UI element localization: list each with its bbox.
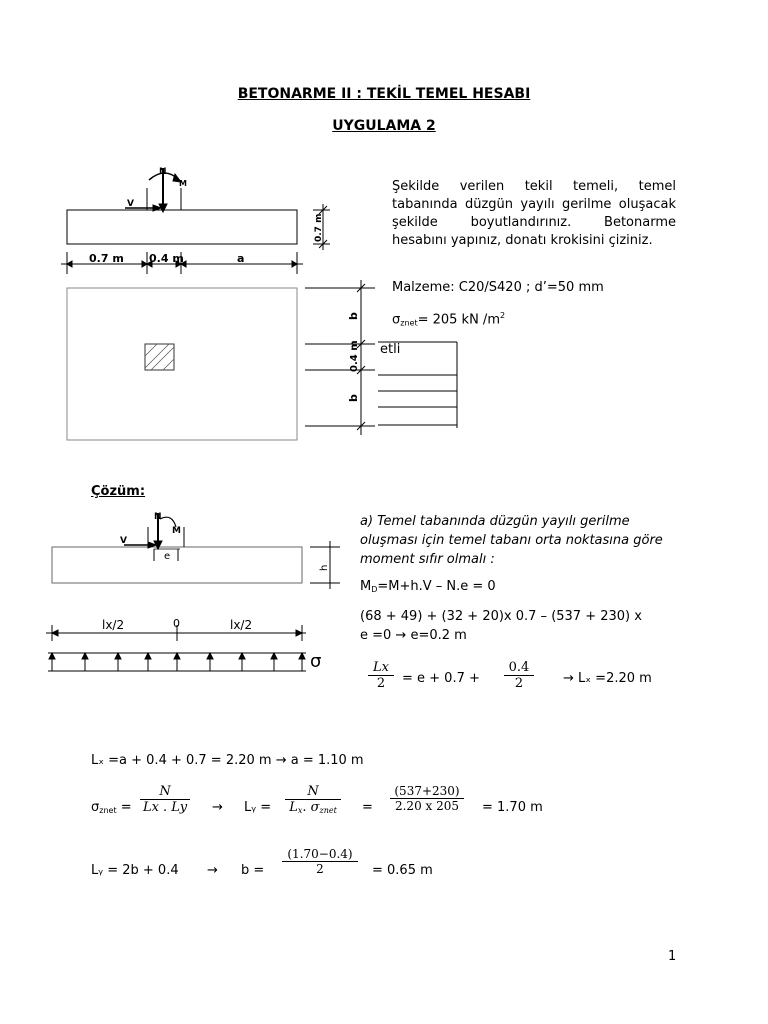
foundation-figure [55, 160, 375, 445]
sol-lx-right: lx/2 [230, 618, 253, 632]
column-plan [145, 344, 174, 370]
footing-elevation [67, 210, 297, 244]
table-label: etli [380, 342, 401, 357]
sol-load-e: e [164, 551, 171, 562]
page-subtitle: UYGULAMA 2 [332, 118, 436, 134]
sol-lx-left: lx/2 [102, 618, 125, 632]
sol-load-v: V [120, 536, 127, 546]
ly-result: = 1.70 m [482, 800, 543, 815]
md-equation: $M_D=M+h.V - N.e = 0$ [360, 579, 496, 594]
b-equals: b = [241, 863, 265, 878]
frac-b: $\frac{(1.70-0.4)}{2}$ [282, 847, 358, 876]
frac-numeric-ly: $\frac{(537+230)}{2.20 x 205}$ [390, 784, 464, 813]
frac-n-lxly: $\frac{N}{Lx . Ly}$ [140, 784, 190, 815]
dim-07-label: 0.7 m [89, 252, 124, 265]
plan-mid-label: 0.4 m [349, 340, 360, 372]
plan-b1-label: b [347, 312, 360, 320]
frac-04-2: $\frac{0.4}{2}$ [504, 660, 534, 691]
problem-statement: Şekilde verilen tekil temeli, temel tabanında düzgün yayılı gerilme oluşacak şekilde boyutlandırınız. Betonarme hesabını yapınız, donatı krokisini çiziniz. [392, 179, 676, 248]
load-n-side-label: M [179, 179, 187, 188]
sol-load-n: N [154, 512, 162, 522]
part-a-text: a) Temel tabanında düzgün yayılı gerilme oluşması için temel tabanı orta noktasına göre moment sıfır olmalı : [360, 514, 663, 567]
solution-figure [40, 505, 340, 690]
solution-heading: Çözüm: [91, 484, 146, 499]
material-line: Malzeme: C20/S420 ; d’=50 mm [392, 280, 604, 295]
mid-equation: = e + 0.7 + [402, 671, 480, 686]
equals-sign: = [362, 800, 373, 815]
lx-result: → Lₓ =2.20 m [563, 671, 652, 686]
dim-a-label: a [237, 252, 245, 265]
page-title: BETONARME II : TEKİL TEMEL HESABI [237, 86, 531, 102]
plan-b2-label: b [347, 394, 360, 402]
dim-04-label: 0.4 m [149, 252, 184, 265]
sol-dim-h: h [319, 564, 330, 571]
lx-line: Lₓ =a + 0.4 + 0.7 = 2.20 m → a = 1.10 m [91, 753, 364, 768]
load-v-label: V [127, 199, 134, 209]
sigma-znet-label: $\sigma_{znet}$ = [91, 800, 132, 815]
sol-load-m: M [172, 526, 181, 536]
frac-n-lx-sigma: N $L_x$. $\sigma_{znet}$ [285, 784, 341, 815]
b-result: = 0.65 m [372, 863, 433, 878]
load-n-label: N [159, 167, 167, 177]
footing-plan [67, 288, 297, 440]
sol-center: 0 [173, 617, 180, 630]
b-arrow: → [207, 863, 218, 878]
footing-section [52, 547, 302, 583]
eq-line-2: e =0 → e=0.2 m [360, 628, 467, 643]
dim-h-label: 0.7 m [314, 213, 324, 242]
partial-table [378, 340, 460, 430]
ly-label: Lᵧ = [244, 800, 272, 815]
arrow-1: → [212, 800, 223, 815]
eq-line-1: (68 + 49) + (32 + 20)x 0.7 – (537 + 230) x [360, 609, 642, 624]
sol-sigma: σ [310, 651, 322, 672]
b-line: Lᵧ = 2b + 0.4 [91, 863, 179, 878]
page-number: 1 [668, 949, 677, 964]
sigma-line: $\sigma_{znet}= 205$ kN $/m^2$ [392, 311, 506, 328]
frac-lx-2: $\frac{Lx}{2}$ [368, 660, 394, 691]
